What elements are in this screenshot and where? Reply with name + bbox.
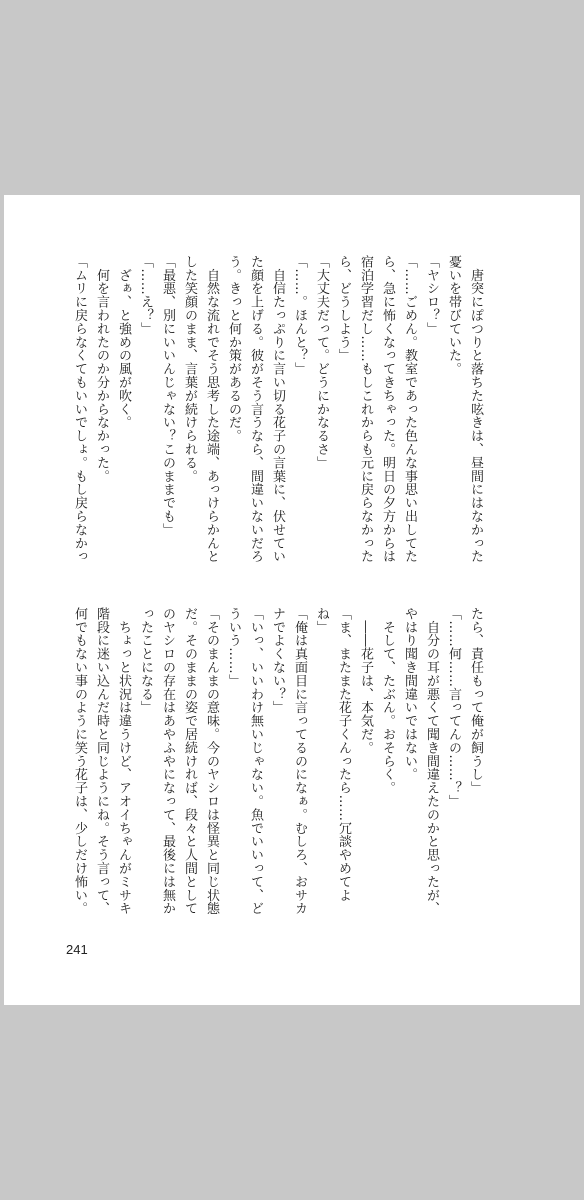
text-line: 自分の耳が悪くて聞き間違えたのかと思ったが、 xyxy=(424,607,439,916)
text-line: 唐突にぽつりと落ちた呟きは、昼間にはなかった xyxy=(468,255,483,564)
text-line: 自然な流れでそう思考した途端、あっけらかんと xyxy=(204,255,219,564)
text-line: 階段に迷い込んだ時と同じようにね。そう言って、 xyxy=(94,607,109,916)
text-line: 何を言われたのか分からなかった。 xyxy=(94,255,109,483)
text-column-bottom xyxy=(68,607,486,947)
text-line: う。きっと何か策があるのだ。 xyxy=(226,255,241,443)
text-line: ら、どうしよう」 xyxy=(336,255,351,363)
text-line: ね」 xyxy=(314,607,329,634)
text-line: 「大丈夫だって。どうにかなるさ」 xyxy=(314,255,329,470)
text-column-top xyxy=(68,255,486,585)
text-line: だ。そのままの姿で居続ければ、段々と人間として xyxy=(182,607,197,916)
text-line: ちょっと状況は違うけど、アオイちゃんがミサキ xyxy=(116,607,131,916)
text-line: 「……ごめん。教室であった色んな事思い出してた xyxy=(402,255,417,564)
page-number: 241 xyxy=(66,942,88,957)
text-line: ざぁ、と強めの風が吹く。 xyxy=(116,255,131,430)
text-line: した笑顔のまま、言葉が続けられる。 xyxy=(182,255,197,483)
text-line: 「そのまんまの意味。今のヤシロは怪異と同じ状態 xyxy=(204,607,219,916)
text-line: ったことになる」 xyxy=(138,607,153,715)
text-line: 「……。ほんと？」 xyxy=(292,255,307,376)
text-line: 「いっ、いいわけ無いじゃない。魚でいいって、ど xyxy=(248,607,263,916)
text-line: 自信たっぷりに言い切る花子の言葉に、伏せてい xyxy=(270,255,285,564)
text-line: 「ムリに戻らなくてもいいでしょ。もし戻らなかっ xyxy=(72,255,87,564)
text-line: 憂いを帯びていた。 xyxy=(446,255,461,376)
text-line: 「ま、またまた花子くんったら……冗談やめてよ xyxy=(336,607,351,902)
text-line: やはり聞き間違いではない。 xyxy=(402,607,417,782)
book-page xyxy=(4,195,580,1005)
text-line: のヤシロの存在はあやふやになって、最後には無か xyxy=(160,607,175,916)
text-line: ナでよくない？」 xyxy=(270,607,285,715)
text-line: 何でもない事のように笑う花子は、少しだけ怖い。 xyxy=(72,607,87,916)
text-line: 宿泊学習だし……もしこれからも元に戻らなかった xyxy=(358,255,373,564)
text-line: 「……何……言ってんの……？」 xyxy=(446,607,461,808)
text-line: 「……え？」 xyxy=(138,255,153,336)
text-line: 「ヤシロ？」 xyxy=(424,255,439,336)
text-line: ――花子は、本気だ。 xyxy=(358,607,373,755)
text-line: 「最悪、別にいいんじゃない？このままでも」 xyxy=(160,255,175,537)
text-line: たら、責任もって俺が飼うし」 xyxy=(468,607,483,795)
text-line: ら、急に怖くなってきちゃった。明日の夕方からは xyxy=(380,255,395,564)
text-line: ういう……」 xyxy=(226,607,241,688)
text-line: た顔を上げる。彼がそう言うなら、間違いないだろ xyxy=(248,255,263,564)
text-line: そして、たぶん。おそらく。 xyxy=(380,607,395,795)
text-line: 「俺は真面目に言ってるのになぁ。むしろ、おサカ xyxy=(292,607,307,916)
